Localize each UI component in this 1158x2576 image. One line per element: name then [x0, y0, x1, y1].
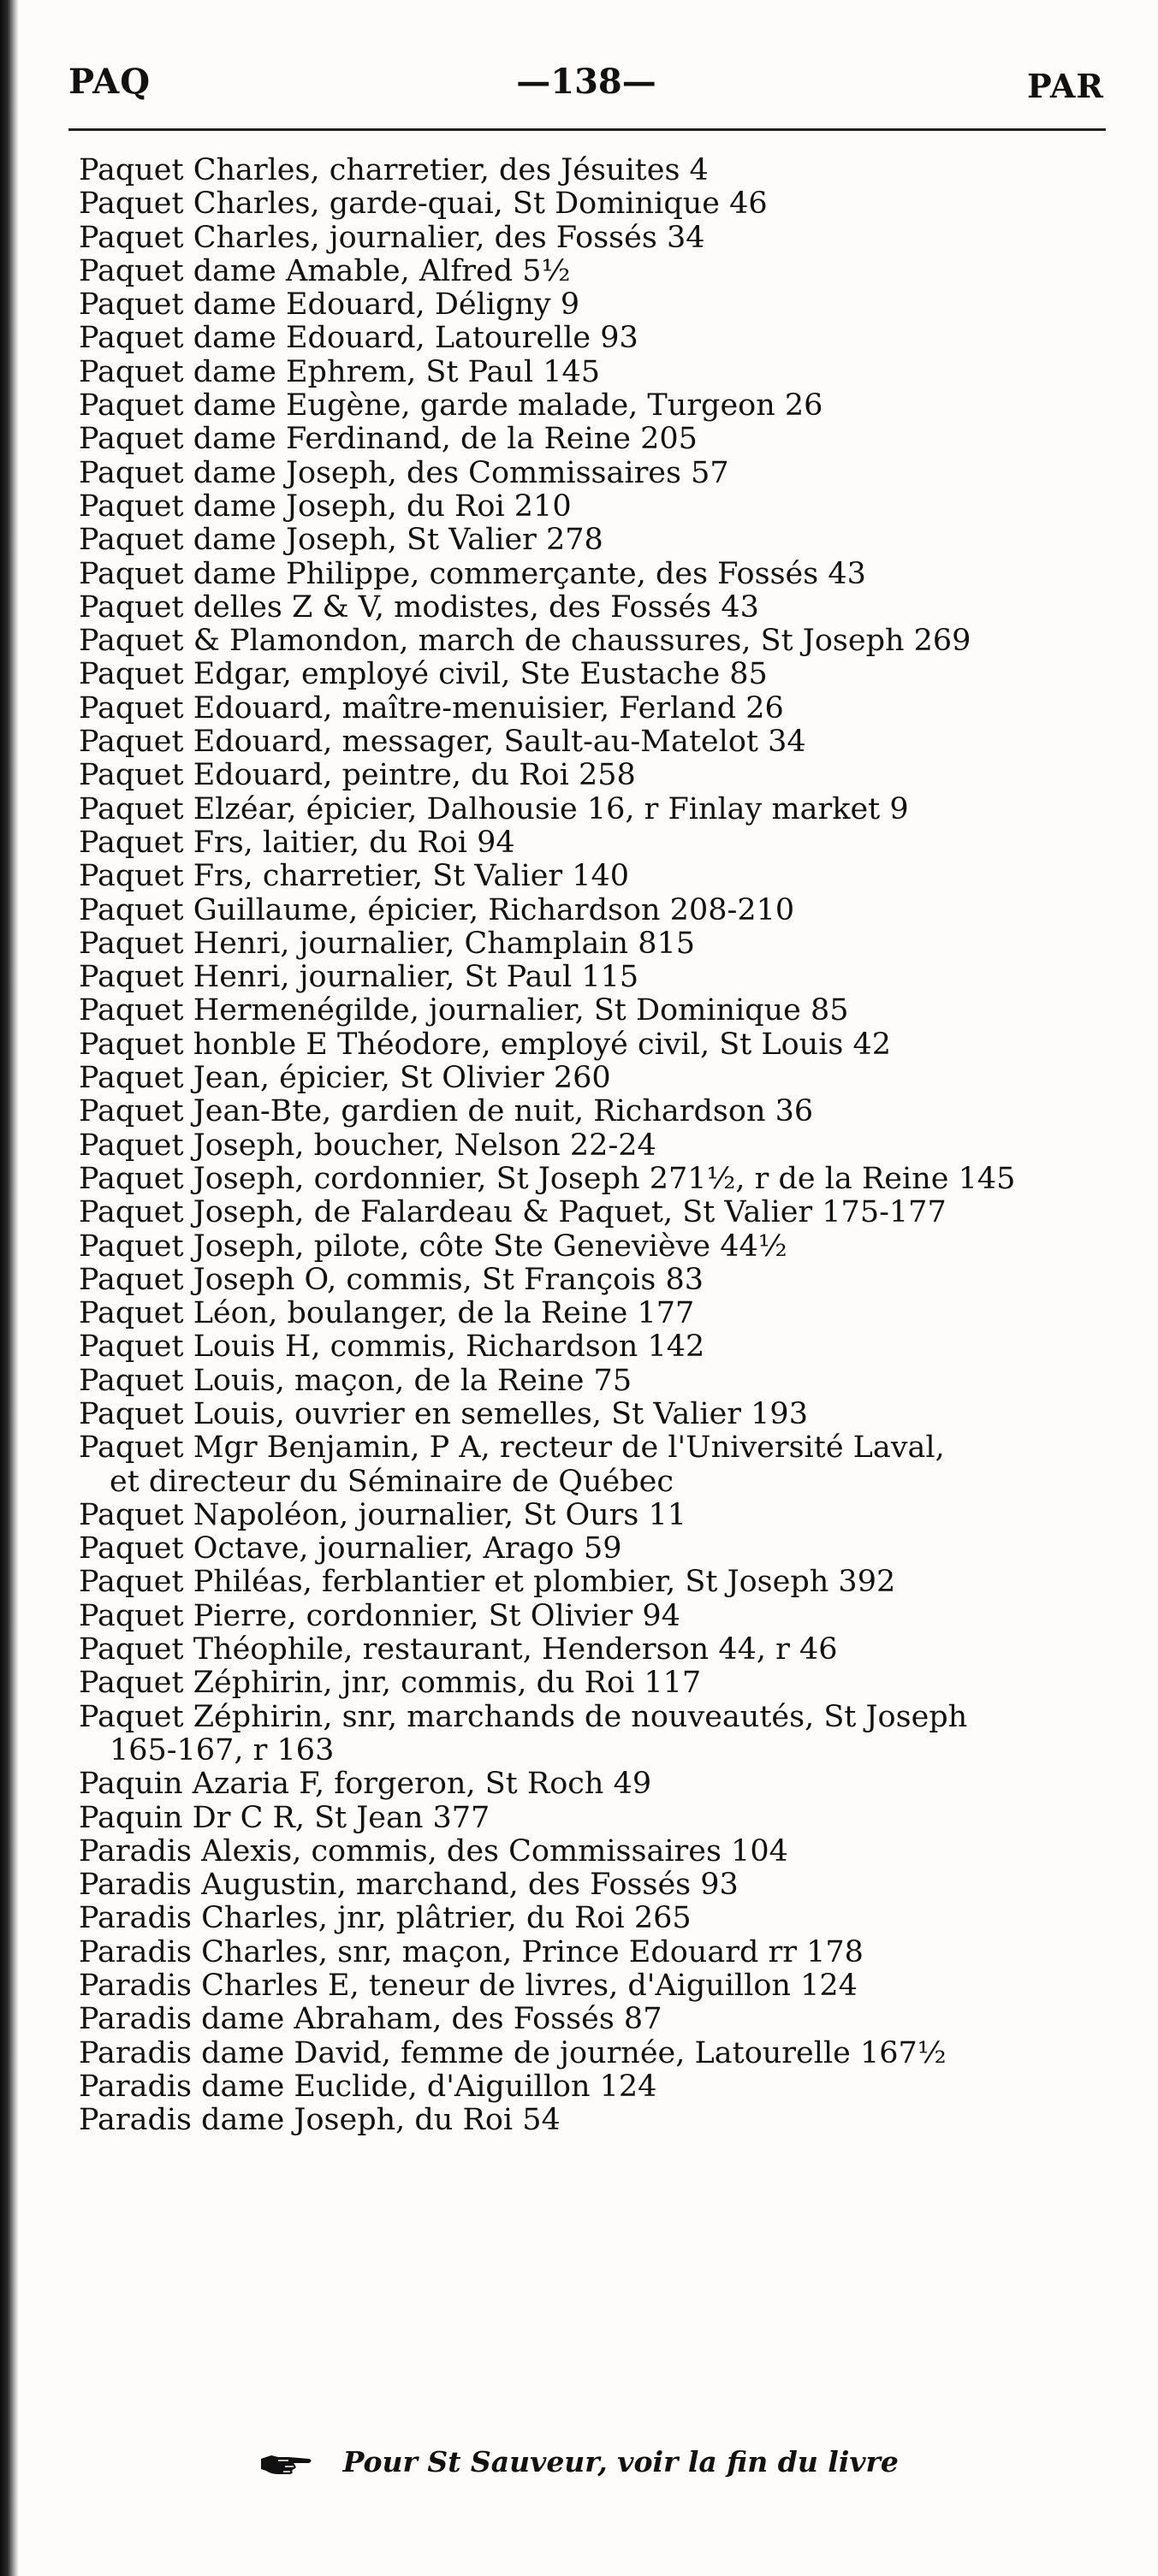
entry-line: Paquet dame Philippe, commerçante, des Fossés 43	[79, 556, 866, 591]
entry-line: Paquet Louis, maçon, de la Reine 75	[79, 1363, 632, 1398]
footer-text: Pour St Sauveur, voir la fin du livre	[342, 2445, 899, 2478]
directory-entry	[79, 1667, 1127, 1700]
entry-line: Paquet Joseph, de Falardeau & Paquet, St Valier 175-177	[79, 1195, 947, 1230]
directory-entry	[79, 356, 1127, 389]
entry-line: Paquet Elzéar, épicier, Dalhousie 16, r Finlay market 9	[79, 791, 909, 826]
entry-line: Paquet Frs, charretier, St Valier 140	[79, 859, 630, 894]
entry-line: Paquet dame Joseph, St Valier 278	[79, 523, 603, 558]
scan-edge-shadow	[0, 0, 19, 2576]
directory-entry	[79, 894, 1127, 927]
footer-note	[0, 2445, 1158, 2488]
directory-entry	[79, 625, 1127, 658]
entry-line: Paquet Théophile, restaurant, Henderson 44, r 46	[79, 1632, 838, 1667]
entry-continuation: 165-167, r 163	[110, 1732, 335, 1768]
directory-entry	[79, 961, 1127, 994]
entry-line: Paquet Edgar, employé civil, Ste Eustache 85	[79, 657, 768, 692]
directory-entry	[79, 2003, 1127, 2036]
directory-entry	[79, 1600, 1127, 1633]
directory-entry	[79, 1902, 1127, 1935]
entry-line: Paquet dame Edouard, Latourelle 93	[79, 321, 638, 356]
pointing-hand-icon	[259, 2450, 314, 2478]
entry-line: Paradis dame David, femme de journée, Latourelle 167½	[79, 2035, 947, 2070]
directory-entry	[79, 1499, 1127, 1532]
directory-entry	[79, 1028, 1127, 1062]
entry-line: Paquet delles Z & V, modistes, des Fossés 43	[79, 589, 759, 625]
directory-entry	[79, 1701, 1127, 1768]
entry-line: Paquet dame Amable, Alfred 5½	[79, 253, 571, 288]
directory-entry	[79, 1095, 1127, 1128]
directory-entry	[79, 1936, 1127, 1969]
entry-line: Paradis dame Euclide, d'Aiguillon 124	[79, 2069, 657, 2104]
entry-line: Paquet Mgr Benjamin, P A, recteur de l'Université Laval,	[79, 1430, 945, 1466]
directory-entry	[79, 1264, 1127, 1297]
directory-entry	[79, 222, 1127, 255]
directory-entry	[79, 591, 1127, 625]
directory-entry	[79, 927, 1127, 961]
directory-entry	[79, 658, 1127, 691]
directory-entry	[79, 1163, 1127, 1196]
entry-line: Paquet Charles, journalier, des Fossés 34	[79, 220, 705, 255]
entry-line: Paquet Jean, épicier, St Olivier 260	[79, 1061, 611, 1096]
directory-entry	[79, 1633, 1127, 1667]
directory-entry	[79, 1062, 1127, 1095]
entry-line: Paquet Guillaume, épicier, Richardson 208-210	[79, 892, 795, 927]
directory-entry	[79, 1129, 1127, 1163]
entry-line: Paquet Napoléon, journalier, St Ours 11	[79, 1497, 687, 1532]
entry-line: Paradis dame Abraham, des Fossés 87	[79, 2002, 662, 2037]
directory-entry	[79, 154, 1127, 187]
directory-entry	[79, 1768, 1127, 1801]
directory-entry	[79, 2070, 1127, 2104]
directory-entry	[79, 2104, 1127, 2137]
entry-line: Paquet dame Ephrem, St Paul 145	[79, 354, 601, 389]
entry-line: Paquin Dr C R, St Jean 377	[79, 1800, 490, 1835]
entry-line: Paquet dame Joseph, des Commissaires 57	[79, 455, 729, 490]
entry-continuation: et directeur du Séminaire de Québec	[110, 1464, 674, 1499]
directory-entry	[79, 423, 1127, 456]
directory-entry	[79, 1297, 1127, 1330]
header-left-keyword: PAQ	[68, 62, 151, 102]
entry-line: Paquet Charles, garde-quai, St Dominique 46	[79, 187, 768, 222]
directory-entry	[79, 860, 1127, 893]
entry-line: Paquet Octave, journalier, Arago 59	[79, 1531, 622, 1566]
directory-entry	[79, 1868, 1127, 1902]
directory-entry	[79, 1802, 1127, 1835]
entry-line: Paquet Zéphirin, jnr, commis, du Roi 117	[79, 1666, 702, 1701]
directory-entry	[79, 322, 1127, 355]
entry-line: Paquet dame Edouard, Déligny 9	[79, 287, 580, 323]
directory-entry	[79, 288, 1127, 322]
directory-entry	[79, 1969, 1127, 2003]
directory-entry	[79, 759, 1127, 792]
entry-line: Paquet & Plamondon, march de chaussures, St Joseph 269	[79, 624, 971, 659]
entry-line: Paquet Henri, journalier, Champlain 815	[79, 926, 695, 961]
entry-line: Paradis Alexis, commis, des Commissaires 104	[79, 1833, 788, 1868]
entry-line: Paquet dame Ferdinand, de la Reine 205	[79, 422, 698, 457]
directory-entry	[79, 255, 1127, 288]
entry-line: Paquet Jean-Bte, gardien de nuit, Richardson 36	[79, 1094, 814, 1129]
entry-line: Paquet Frs, laitier, du Roi 94	[79, 825, 515, 860]
entry-line: Paquet Zéphirin, snr, marchands de nouveautés, St Joseph	[79, 1699, 968, 1734]
entry-line: Paquet Joseph, boucher, Nelson 22-24	[79, 1128, 656, 1163]
directory-entry	[79, 725, 1127, 759]
entry-line: Paquet Joseph, pilote, côte Ste Geneviève 44½	[79, 1229, 787, 1264]
entry-line: Paquet Edouard, messager, Sault-au-Matelot 34	[79, 725, 806, 760]
entry-line: Paquet Louis H, commis, Richardson 142	[79, 1329, 705, 1365]
entry-line: Paquet Edouard, peintre, du Roi 258	[79, 758, 636, 793]
entry-line: Paquet Joseph, cordonnier, St Joseph 271½, r de la Reine 145	[79, 1161, 1016, 1196]
directory-entry	[79, 490, 1127, 524]
directory-entry	[79, 793, 1127, 826]
entry-line: Paquet Léon, boulanger, de la Reine 177	[79, 1296, 695, 1331]
directory-entry	[79, 994, 1127, 1027]
directory-entry	[79, 389, 1127, 423]
directory-entry	[79, 524, 1127, 557]
directory-entry	[79, 1330, 1127, 1364]
header-rule	[68, 128, 1106, 131]
entry-line: Paquet Pierre, cordonnier, St Olivier 94	[79, 1598, 680, 1633]
directory-entry	[79, 826, 1127, 860]
entry-line: Paquet Joseph O, commis, St François 83	[79, 1262, 704, 1297]
entry-line: Paquet dame Eugène, garde malade, Turgeon 26	[79, 388, 823, 423]
directory-entry	[79, 1431, 1127, 1499]
entry-line: Paradis Charles E, teneur de livres, d'Aiguillon 124	[79, 1969, 858, 2004]
entry-line: Paquet Edouard, maître-menuisier, Ferland 26	[79, 690, 784, 725]
page-number: —138—	[516, 62, 656, 102]
directory-entry	[79, 2037, 1127, 2070]
entry-line: Paquin Azaria F, forgeron, St Roch 49	[79, 1767, 652, 1802]
entry-line: Paquet Charles, charretier, des Jésuites 4	[79, 153, 709, 187]
entry-line: Paradis Charles, snr, maçon, Prince Edouard rr 178	[79, 1934, 864, 1969]
directory-entry	[79, 1532, 1127, 1566]
directory-entry	[79, 1196, 1127, 1229]
directory-entry	[79, 1365, 1127, 1398]
directory-entry	[79, 187, 1127, 221]
entry-line: Paquet Philéas, ferblantier et plombier, St Joseph 392	[79, 1565, 896, 1600]
header-right-keyword: PAR	[1027, 67, 1104, 105]
directory-entries	[79, 154, 1127, 2138]
entry-line: Paquet Louis, ouvrier en semelles, St Valier 193	[79, 1396, 808, 1431]
directory-entry	[79, 692, 1127, 725]
entry-line: Paquet Hermenégilde, journalier, St Dominique 85	[79, 993, 849, 1028]
directory-entry	[79, 558, 1127, 591]
entry-line: Paquet honble E Théodore, employé civil, St Louis 42	[79, 1027, 892, 1062]
entry-line: Paradis dame Joseph, du Roi 54	[79, 2103, 561, 2138]
directory-entry	[79, 1566, 1127, 1599]
directory-entry	[79, 1398, 1127, 1431]
entry-line: Paquet Henri, journalier, St Paul 115	[79, 960, 639, 995]
entry-line: Paquet dame Joseph, du Roi 210	[79, 489, 572, 524]
page-header	[68, 62, 1104, 121]
directory-entry	[79, 1835, 1127, 1868]
directory-entry	[79, 1230, 1127, 1264]
entry-line: Paradis Charles, jnr, plâtrier, du Roi 265	[79, 1901, 692, 1936]
directory-entry	[79, 457, 1127, 490]
entry-line: Paradis Augustin, marchand, des Fossés 93	[79, 1868, 739, 1903]
